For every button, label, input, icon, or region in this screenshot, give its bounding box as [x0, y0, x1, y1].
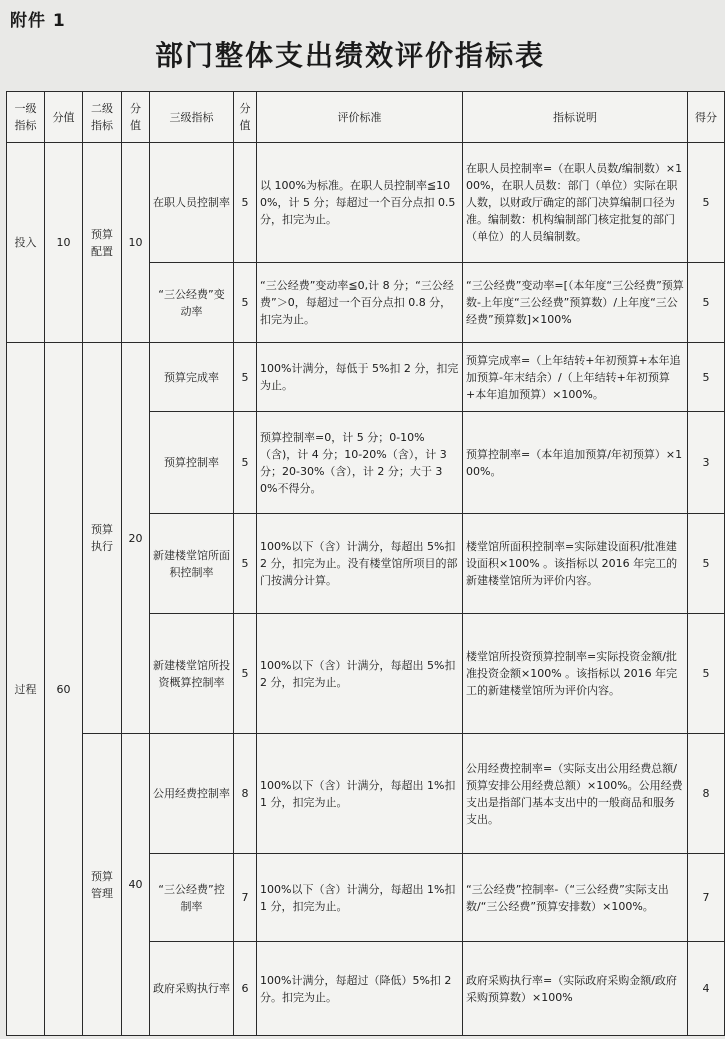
description-text: 政府采购执行率=（实际政府采购金额/政府采购预算数）×100%: [463, 942, 688, 1036]
header-level3: 三级指标: [150, 92, 234, 143]
group-budget-config-score: 10: [122, 143, 150, 343]
indicator-score: 5: [234, 343, 257, 412]
table-row: [7, 343, 725, 412]
header-level1: 一级指标: [7, 92, 45, 143]
indicator-score: 5: [234, 263, 257, 343]
result-score: 5: [688, 614, 725, 734]
description-text: 楼堂馆所面积控制率=实际建设面积/批准建设面积×100% 。该指标以 2016 年完工的新建楼堂馆所为评价内容。: [463, 514, 688, 614]
indicator-score: 5: [234, 412, 257, 514]
group-process-name: 过程: [7, 343, 45, 1036]
indicator-name: 新建楼堂馆所投资概算控制率: [150, 614, 234, 734]
criteria-text: 100%以下（含）计满分，每超出 1%扣 1 分，扣完为止。: [257, 854, 463, 942]
group-budget-exec-score: 20: [122, 343, 150, 734]
description-text: “三公经费”变动率=[（本年度“三公经费”预算数-上年度“三公经费”预算数）/上年度“三公经费”预算数]×100%: [463, 263, 688, 343]
description-text: 在职人员控制率=（在职人员数/编制数）×100%，在职人员数：部门（单位）实际在职人数，以财政厅确定的部门决算编制口径为准。编制数：机构编制部门核定批复的部门（单位）的人员编制数。: [463, 143, 688, 263]
group-input-name: 投入: [7, 143, 45, 343]
indicator-score: 5: [234, 614, 257, 734]
result-score: 3: [688, 412, 725, 514]
indicator-score: 6: [234, 942, 257, 1036]
indicator-name: 新建楼堂馆所面积控制率: [150, 514, 234, 614]
result-score: 5: [688, 514, 725, 614]
group-budget-exec-name: 预算执行: [83, 343, 122, 734]
indicator-name: 在职人员控制率: [150, 143, 234, 263]
criteria-text: “三公经费”变动率≦0,计 8 分；“三公经费”＞0，每超过一个百分点扣 0.8 分，扣完为止。: [257, 263, 463, 343]
indicator-score: 5: [234, 514, 257, 614]
description-text: 预算完成率=（上年结转+年初预算+本年追加预算-年末结余）/（上年结转+年初预算+本年追加预算）×100%。: [463, 343, 688, 412]
header-score3: 分值: [234, 92, 257, 143]
indicator-name: 政府采购执行率: [150, 942, 234, 1036]
description-text: 楼堂馆所投资预算控制率=实际投资金额/批准投资金额×100% 。该指标以 2016 年完工的新建楼堂馆所为评价内容。: [463, 614, 688, 734]
header-criteria: 评价标准: [257, 92, 463, 143]
indicator-score: 8: [234, 734, 257, 854]
result-score: 7: [688, 854, 725, 942]
description-text: 预算控制率=（本年追加预算/年初预算）×100%。: [463, 412, 688, 514]
table-row: [7, 734, 725, 854]
group-input-score: 10: [45, 143, 83, 343]
header-score1: 分值: [45, 92, 83, 143]
result-score: 4: [688, 942, 725, 1036]
group-budget-mgmt-name: 预算管理: [83, 734, 122, 1036]
indicator-name: 预算控制率: [150, 412, 234, 514]
page-title: 部门整体支出绩效评价指标表: [154, 39, 545, 72]
header-level2: 二级指标: [83, 92, 122, 143]
header-row: [7, 92, 725, 143]
table-row: [7, 143, 725, 263]
criteria-text: 预算控制率=0，计 5 分；0-10%（含)，计 4 分；10-20%（含），计 3 分；20-30%（含），计 2 分；大于 30%不得分。: [257, 412, 463, 514]
criteria-text: 100%计满分，每超过（降低）5%扣 2 分。扣完为止。: [257, 942, 463, 1036]
criteria-text: 100%以下（含）计满分，每超出 5%扣 2 分，扣完为止。: [257, 614, 463, 734]
group-process-score: 60: [45, 343, 83, 1036]
indicator-score: 7: [234, 854, 257, 942]
attachment-label: 附件 1: [10, 11, 66, 31]
criteria-text: 100%以下（含）计满分，每超出 5%扣 2 分，扣完为止。没有楼堂馆所项目的部门按满分计算。: [257, 514, 463, 614]
result-score: 8: [688, 734, 725, 854]
criteria-text: 100%以下（含）计满分，每超出 1%扣 1 分，扣完为止。: [257, 734, 463, 854]
group-budget-config-name: 预算配置: [83, 143, 122, 343]
header-result: 得分: [688, 92, 725, 143]
description-text: “三公经费”控制率-（“三公经费”实际支出数/“三公经费”预算安排数）×100%。: [463, 854, 688, 942]
indicator-table: [6, 91, 725, 1036]
indicator-name: “三公经费”变动率: [150, 263, 234, 343]
header-score2: 分值: [122, 92, 150, 143]
indicator-name: 公用经费控制率: [150, 734, 234, 854]
result-score: 5: [688, 263, 725, 343]
indicator-score: 5: [234, 143, 257, 263]
criteria-text: 以 100%为标准。在职人员控制率≦100%，计 5 分；每超过一个百分点扣 0.5 分，扣完为止。: [257, 143, 463, 263]
indicator-name: 预算完成率: [150, 343, 234, 412]
result-score: 5: [688, 343, 725, 412]
indicator-name: “三公经费”控制率: [150, 854, 234, 942]
result-score: 5: [688, 143, 725, 263]
header-description: 指标说明: [463, 92, 688, 143]
criteria-text: 100%计满分，每低于 5%扣 2 分，扣完为止。: [257, 343, 463, 412]
group-budget-mgmt-score: 40: [122, 734, 150, 1036]
description-text: 公用经费控制率=（实际支出公用经费总额/预算安排公用经费总额）×100%。公用经费支出是指部门基本支出中的一般商品和服务支出。: [463, 734, 688, 854]
